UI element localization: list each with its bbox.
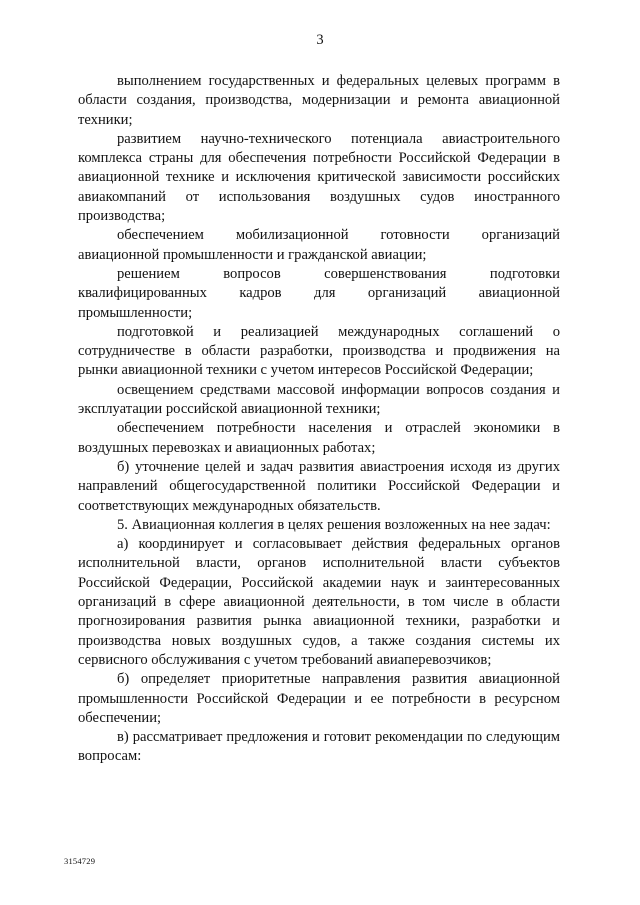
paragraph-11: б) определяет приоритетные направления развития авиационной промышленности Российской Федерации и ее потребности в ресурсном обеспечении;: [78, 671, 560, 726]
document-id: 3154729: [64, 856, 96, 866]
paragraph-6: освещением средствами массовой информации вопросов создания и эксплуатации российской авиационной техники;: [78, 381, 560, 418]
paragraph-3: обеспечением мобилизационной готовности организаций авиационной промышленности и гражданской авиации;: [78, 227, 560, 263]
page-number: 3: [316, 32, 324, 48]
paragraph-2: развитием научно-технического потенциала авиастроительного комплекса страны для обеспечения потребности Российской Федерации в авиационной технике и исключения критической зависимости российских авиакомпаний от использования воздушных судов иностранного производства;: [78, 130, 560, 225]
paragraph-4: решением вопросов совершенствования подготовки квалифицированных кадров для организаций авиационной промышленности;: [78, 265, 560, 321]
document-body: [78, 72, 560, 767]
paragraph-8: б) уточнение целей и задач развития авиастроения исходя из других направлений общегосударственной политики Российской Федерации и соответствующих международных обязательств.: [78, 458, 560, 514]
paragraph-7: обеспечением потребности населения и отраслей экономики в воздушных перевозках и авиационных работах;: [78, 420, 560, 456]
paragraph-10: а) координирует и согласовывает действия федеральных органов исполнительной власти, органов исполнительной власти субъектов Российской Федерации, Российской академии наук и заинтересованных организаций в сфере авиационной деятельности, в том числе в области прогнозирования развития рынка авиационной техники, разработки и производства новых воздушных судов, а также создания системы их сервисного обслуживания с учетом требований авиаперевозчиков;: [78, 536, 560, 668]
paragraph-9: 5. Авиационная коллегия в целях решения возложенных на нее задач:: [117, 516, 551, 533]
paragraph-5: подготовкой и реализацией международных соглашений о сотрудничестве в области разработки, производства и продвижения на рынки авиационной техники с учетом интересов Российской Федерации;: [78, 323, 560, 379]
paragraph-12: в) рассматривает предложения и готовит рекомендации по следующим вопросам:: [78, 729, 560, 765]
paragraph-1: выполнением государственных и федеральных целевых программ в области создания, производства, модернизации и ремонта авиационной техники;: [78, 73, 560, 128]
